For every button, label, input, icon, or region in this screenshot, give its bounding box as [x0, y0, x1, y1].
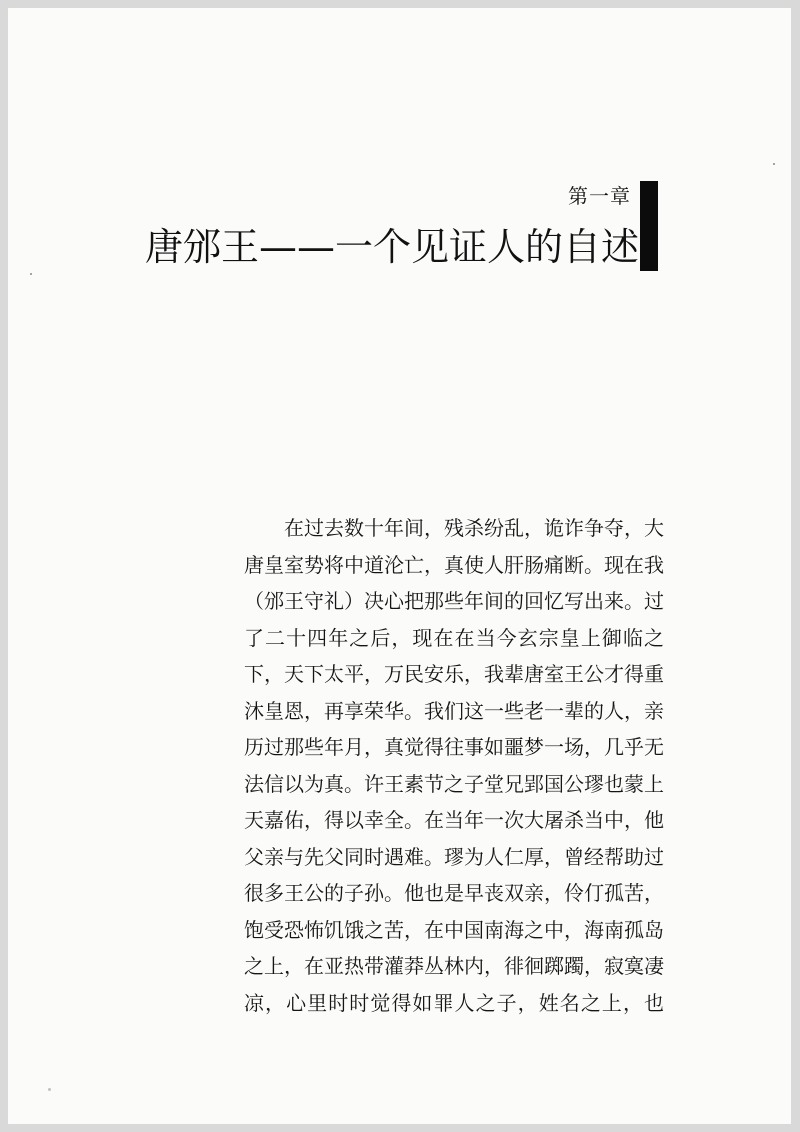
- chapter-title: 唐邠王——一个见证人的自述: [145, 225, 640, 269]
- paper-speck: [48, 1088, 51, 1091]
- body-line: 唐皇室势将中道沦亡，真使人肝肠痛断。现在我: [244, 552, 664, 577]
- chapter-marker-bar: [640, 181, 658, 271]
- body-line: 之上，在亚热带灌莽丛林内，徘徊踯躅，寂寞凄: [244, 954, 664, 978]
- body-text: [244, 510, 664, 1021]
- body-line: 了二十四年之后，现在在当今玄宗皇上御临之: [244, 625, 664, 650]
- body-line: 饱受恐怖饥饿之苦，在中国南海之中，海南孤岛: [244, 917, 664, 942]
- body-line: 很多王公的子孙。他也是早丧双亲，伶仃孤苦，: [244, 881, 664, 905]
- body-line: 历过那些年月，真觉得往事如噩梦一场，几乎无: [244, 735, 664, 759]
- paper-speck: [30, 273, 32, 275]
- body-line: 天嘉佑，得以幸全。在当年一次大屠杀当中，他: [244, 808, 664, 832]
- body-line: 法信以为真。许王素节之子堂兄郢国公璆也蒙上: [244, 771, 664, 796]
- body-line: 沐皇恩，再享荣华。我们这一些老一辈的人，亲: [244, 698, 664, 723]
- body-line: 在过去数十年间，残杀纷乱，诡诈争夺，大: [284, 516, 664, 540]
- body-line: 凉，心里时时觉得如罪人之子，姓名之上，也: [244, 990, 664, 1015]
- body-line: 下，天下太平，万民安乐，我辈唐室王公才得重: [244, 662, 664, 686]
- chapter-label: 第一章: [568, 184, 631, 208]
- book-page: [8, 8, 791, 1124]
- body-line: （邠王守礼）决心把那些年间的回忆写出来。过: [244, 589, 664, 613]
- body-line: 父亲与先父同时遇难。璆为人仁厚，曾经帮助过: [244, 844, 664, 869]
- paper-speck: [773, 163, 775, 165]
